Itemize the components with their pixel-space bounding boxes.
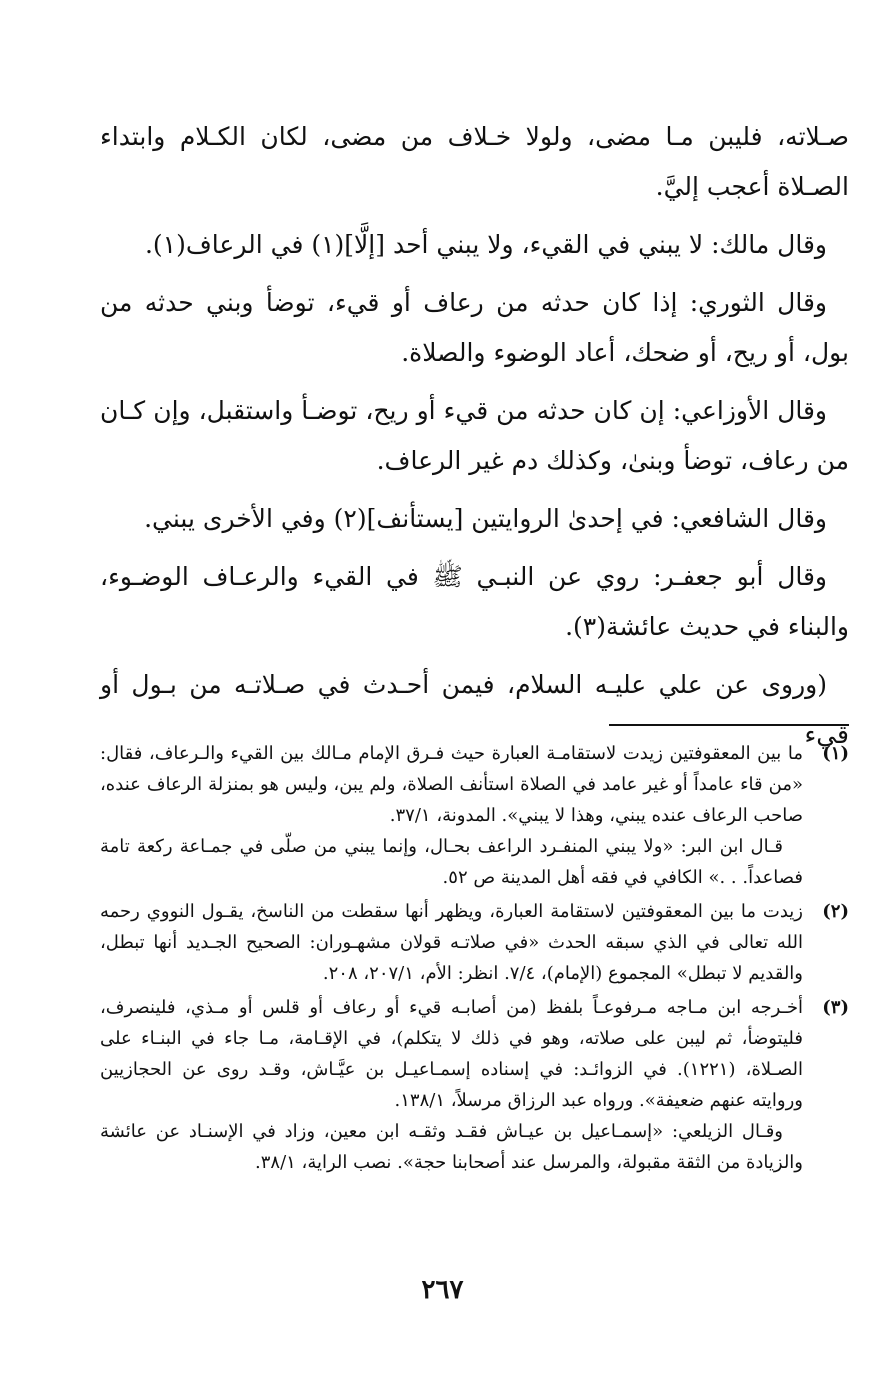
footnote-paragraph: أخـرجه ابن مـاجه مـرفوعـاً بلفظ (من أصابـه قيء أو رعاف أو قلس أو مـذي، فلينصرف، فليتوضأ، ثم ليبن على صلاته، وهو في ذلك لا يتكلم)، في الإقـامة، مـا جاء في البنـاء على الصـلاة، (١٢٢١). في الزوائـد: في إسناده إسمـاعيـل بن عيَّـاش، وقـد روى عن الحجازيين وروايته عنهم ضعيفة». ورواه عبد الرزاق مرسلاً، ١٣٨/١. xyxy=(100,997,803,1111)
footnote-number: (٣) xyxy=(822,997,849,1018)
main-paragraph: (وروى عن علي عليـه السلام، فيمن أحـدث في صـلاتـه من بـول أو قيء xyxy=(100,670,849,749)
main-paragraph: وقال الثوري: إذا كان حدثه من رعاف أو قيء، توضأ وبني حدثه من بول، أو ريح، أو ضحك، أعاد الوضوء والصلاة. xyxy=(100,288,849,367)
footnotes xyxy=(100,738,849,1181)
footnote-body xyxy=(100,992,803,1178)
footnote-number: (١) xyxy=(822,743,849,764)
main-text xyxy=(100,112,849,768)
main-paragraph: وقال مالك: لا يبني في القيء، ولا يبني أحد [إلَّا](١) في الرعاف(١). xyxy=(144,230,827,259)
footnote-number: (٢) xyxy=(822,901,849,922)
main-paragraph: وقال الشافعي: في إحدىٰ الروايتين [يستأنف](٢) وفي الأخرى يبني. xyxy=(144,504,827,533)
footnote-1 xyxy=(100,738,849,893)
main-paragraph: صـلاته، فليبن مـا مضى، ولولا خـلاف من مضى، لكان الكـلام وابتداء الصـلاة أعجب إليَّ. xyxy=(100,122,849,201)
footnote-paragraph: وقـال الزيلعي: «إسمـاعيل بن عيـاش فقـد وثقـه ابن معين، وزاد في الإسنـاد عن عائشة والزيادة من الثقة مقبولة، والمرسل عند أصحابنا حجة». نصب الراية، ٣٨/١. xyxy=(100,1121,803,1173)
footnote-paragraph: ما بين المعقوفتين زيدت لاستقامـة العبارة حيث فـرق الإمام مـالك بين القيء والـرعاف، فقال: «من قاء عامداً أو غير عامد في الصلاة استأنف الصلاة، ولم يبن، وليس هو بمنزلة الرعاف عنده، صاحب الرعاف عنده يبني، وهذا لا يبني». المدونة، ٣٧/١. xyxy=(100,743,803,826)
main-paragraph: وقال أبو جعفـر: روي عن النبـي ﷺ في القيء والرعـاف الوضـوء، والبناء في حديث عائشة(٣). xyxy=(100,562,849,641)
footnote-2 xyxy=(100,896,849,989)
footnote-3 xyxy=(100,992,849,1178)
main-paragraph: وقال الأوزاعي: إن كان حدثه من قيء أو ريح، توضـأ واستقبل، وإن كـان من رعاف، توضأ وبنىٰ، وكذلك دم غير الرعاف. xyxy=(100,396,849,475)
footnote-paragraph: زيدت ما بين المعقوفتين لاستقامة العبارة، ويظهر أنها سقطت من الناسخ، يقـول النووي رحمه الله تعالى في الذي سبقه الحدث «في صلاتـه قولان مشهـوران: الصحيح الجـديد أنها تبطل، والقديم لا تبطل» المجموع (الإمام)، ٧/٤. انظر: الأم، ٢٠٧/١، ٢٠٨. xyxy=(100,901,803,984)
footnote-body xyxy=(100,896,803,989)
page-number: ٢٦٧ xyxy=(421,1275,464,1305)
footnote-body xyxy=(100,738,803,893)
footnote-paragraph: قـال ابن البر: «ولا يبني المنفـرد الراعف بحـال، وإنما يبني من صلّى في جمـاعة ركعة تامة فصاعداً. . .» الكافي في فقه أهل المدينة ص ٥٢. xyxy=(100,836,803,888)
footnote-separator xyxy=(609,724,849,726)
